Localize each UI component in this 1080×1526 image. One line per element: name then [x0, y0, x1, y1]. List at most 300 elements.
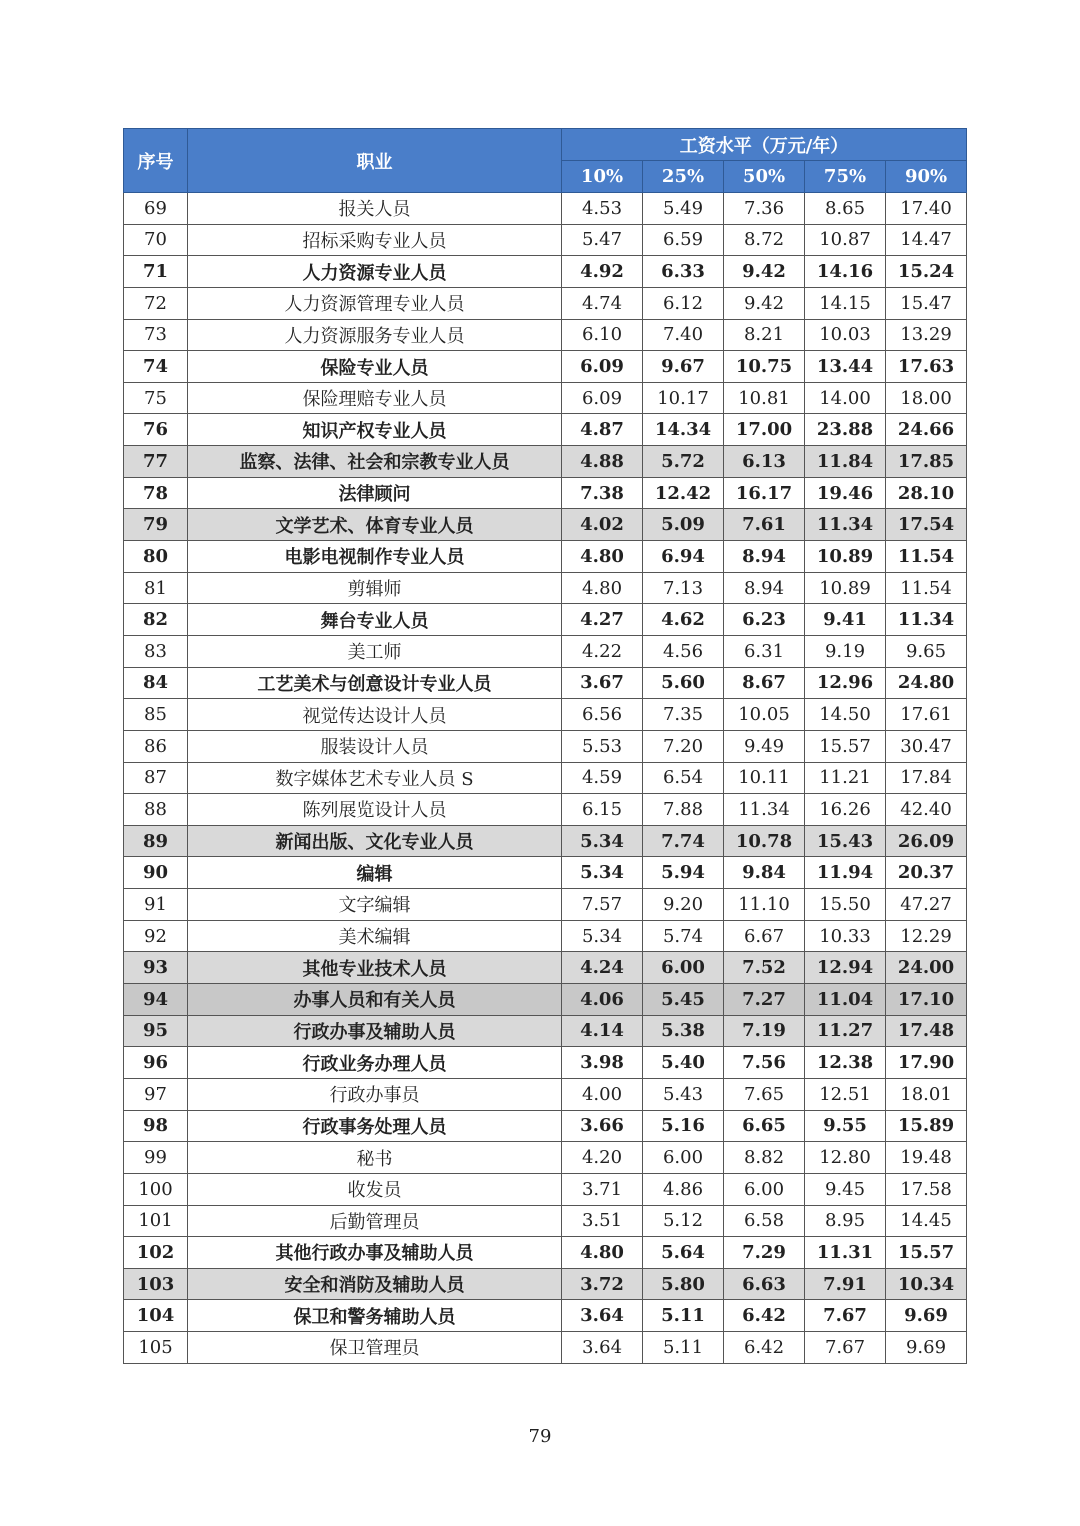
- cell-p90: 18.01: [886, 1078, 967, 1110]
- cell-p10: 4.92: [562, 256, 643, 288]
- table-row: [124, 477, 967, 509]
- cell-p90: 13.29: [886, 319, 967, 351]
- cell-p90: 11.34: [886, 604, 967, 636]
- cell-p50: 6.58: [724, 1205, 805, 1237]
- cell-p50: 10.11: [724, 762, 805, 794]
- cell-occupation: 办事人员和有关人员: [188, 984, 562, 1016]
- cell-occupation: 保险专业人员: [188, 351, 562, 383]
- wage-table: [123, 128, 967, 1364]
- cell-p50: 9.49: [724, 730, 805, 762]
- cell-occupation: 安全和消防及辅助人员: [188, 1268, 562, 1300]
- cell-p90: 42.40: [886, 794, 967, 826]
- cell-p50: 8.94: [724, 541, 805, 573]
- cell-p25: 5.45: [643, 984, 724, 1016]
- cell-p10: 4.14: [562, 1015, 643, 1047]
- cell-seq: 104: [124, 1300, 188, 1332]
- cell-p50: 7.19: [724, 1015, 805, 1047]
- cell-occupation: 舞台专业人员: [188, 604, 562, 636]
- cell-occupation: 报关人员: [188, 193, 562, 225]
- table-row: [124, 414, 967, 446]
- cell-p50: 6.23: [724, 604, 805, 636]
- cell-p75: 11.84: [805, 446, 886, 478]
- cell-p75: 19.46: [805, 477, 886, 509]
- cell-seq: 81: [124, 572, 188, 604]
- cell-p50: 6.67: [724, 920, 805, 952]
- table-row: [124, 1110, 967, 1142]
- cell-p75: 14.15: [805, 287, 886, 319]
- cell-seq: 88: [124, 794, 188, 826]
- cell-p25: 7.20: [643, 730, 724, 762]
- cell-p25: 7.13: [643, 572, 724, 604]
- cell-p90: 26.09: [886, 825, 967, 857]
- cell-occupation: 监察、法律、社会和宗教专业人员: [188, 446, 562, 478]
- table-row: [124, 382, 967, 414]
- table-row: [124, 1332, 967, 1364]
- cell-p25: 5.72: [643, 446, 724, 478]
- cell-seq: 99: [124, 1142, 188, 1174]
- cell-p90: 15.89: [886, 1110, 967, 1142]
- cell-p75: 14.50: [805, 699, 886, 731]
- cell-occupation: 收发员: [188, 1173, 562, 1205]
- header-p25: 25%: [643, 161, 724, 193]
- table-row: [124, 319, 967, 351]
- cell-seq: 96: [124, 1047, 188, 1079]
- cell-occupation: 行政事务处理人员: [188, 1110, 562, 1142]
- cell-seq: 73: [124, 319, 188, 351]
- cell-p75: 11.04: [805, 984, 886, 1016]
- cell-p10: 3.71: [562, 1173, 643, 1205]
- cell-p10: 4.74: [562, 287, 643, 319]
- cell-p10: 3.66: [562, 1110, 643, 1142]
- cell-occupation: 视觉传达设计人员: [188, 699, 562, 731]
- cell-p90: 15.57: [886, 1237, 967, 1269]
- cell-p25: 5.64: [643, 1237, 724, 1269]
- cell-p50: 11.10: [724, 889, 805, 921]
- cell-p50: 6.13: [724, 446, 805, 478]
- cell-occupation: 人力资源服务专业人员: [188, 319, 562, 351]
- cell-p90: 15.24: [886, 256, 967, 288]
- cell-p25: 4.62: [643, 604, 724, 636]
- cell-p50: 7.36: [724, 193, 805, 225]
- table-row: [124, 730, 967, 762]
- cell-p10: 3.51: [562, 1205, 643, 1237]
- cell-p50: 10.75: [724, 351, 805, 383]
- cell-p90: 17.85: [886, 446, 967, 478]
- cell-p75: 13.44: [805, 351, 886, 383]
- table-body: [124, 193, 967, 1364]
- cell-p50: 9.42: [724, 287, 805, 319]
- cell-p25: 5.38: [643, 1015, 724, 1047]
- table-row: [124, 193, 967, 225]
- cell-p10: 4.20: [562, 1142, 643, 1174]
- cell-p75: 9.41: [805, 604, 886, 636]
- table-row: [124, 857, 967, 889]
- cell-seq: 103: [124, 1268, 188, 1300]
- cell-p10: 6.56: [562, 699, 643, 731]
- cell-p25: 9.20: [643, 889, 724, 921]
- cell-occupation: 陈列展览设计人员: [188, 794, 562, 826]
- table-row: [124, 1205, 967, 1237]
- cell-p25: 6.59: [643, 224, 724, 256]
- cell-occupation: 行政办事及辅助人员: [188, 1015, 562, 1047]
- cell-p75: 11.21: [805, 762, 886, 794]
- table-row: [124, 825, 967, 857]
- cell-p10: 4.27: [562, 604, 643, 636]
- cell-p25: 10.17: [643, 382, 724, 414]
- cell-p90: 24.66: [886, 414, 967, 446]
- cell-p75: 10.89: [805, 541, 886, 573]
- header-p10: 10%: [562, 161, 643, 193]
- cell-p75: 12.38: [805, 1047, 886, 1079]
- cell-seq: 74: [124, 351, 188, 383]
- cell-p25: 4.86: [643, 1173, 724, 1205]
- cell-p90: 17.61: [886, 699, 967, 731]
- cell-occupation: 美术编辑: [188, 920, 562, 952]
- cell-p90: 17.84: [886, 762, 967, 794]
- cell-p90: 17.58: [886, 1173, 967, 1205]
- cell-p50: 10.78: [724, 825, 805, 857]
- cell-occupation: 工艺美术与创意设计专业人员: [188, 667, 562, 699]
- cell-occupation: 保卫和警务辅助人员: [188, 1300, 562, 1332]
- cell-p75: 12.80: [805, 1142, 886, 1174]
- cell-seq: 82: [124, 604, 188, 636]
- table-row: [124, 224, 967, 256]
- cell-p75: 12.94: [805, 952, 886, 984]
- cell-seq: 77: [124, 446, 188, 478]
- cell-p90: 30.47: [886, 730, 967, 762]
- cell-occupation: 知识产权专业人员: [188, 414, 562, 446]
- cell-seq: 79: [124, 509, 188, 541]
- table-row: [124, 256, 967, 288]
- cell-p10: 4.00: [562, 1078, 643, 1110]
- cell-p90: 24.80: [886, 667, 967, 699]
- cell-p90: 10.34: [886, 1268, 967, 1300]
- table-row: [124, 794, 967, 826]
- cell-occupation: 编辑: [188, 857, 562, 889]
- cell-p25: 12.42: [643, 477, 724, 509]
- cell-p25: 7.88: [643, 794, 724, 826]
- cell-p10: 6.09: [562, 382, 643, 414]
- cell-p75: 11.34: [805, 509, 886, 541]
- cell-p75: 8.65: [805, 193, 886, 225]
- cell-p25: 5.40: [643, 1047, 724, 1079]
- cell-p90: 14.47: [886, 224, 967, 256]
- cell-seq: 101: [124, 1205, 188, 1237]
- cell-occupation: 保卫管理员: [188, 1332, 562, 1364]
- cell-seq: 90: [124, 857, 188, 889]
- table-header: [124, 129, 967, 193]
- cell-occupation: 人力资源专业人员: [188, 256, 562, 288]
- cell-seq: 105: [124, 1332, 188, 1364]
- cell-p90: 17.10: [886, 984, 967, 1016]
- cell-occupation: 行政办事员: [188, 1078, 562, 1110]
- table-row: [124, 920, 967, 952]
- header-seq: 序号: [124, 129, 188, 193]
- cell-p75: 15.43: [805, 825, 886, 857]
- cell-p50: 11.34: [724, 794, 805, 826]
- cell-seq: 70: [124, 224, 188, 256]
- cell-seq: 95: [124, 1015, 188, 1047]
- cell-p10: 4.24: [562, 952, 643, 984]
- cell-seq: 86: [124, 730, 188, 762]
- cell-occupation: 其他专业技术人员: [188, 952, 562, 984]
- cell-seq: 100: [124, 1173, 188, 1205]
- table-row: [124, 1015, 967, 1047]
- page-number: 79: [528, 1426, 552, 1447]
- cell-occupation: 美工师: [188, 635, 562, 667]
- table-row: [124, 667, 967, 699]
- cell-p10: 6.09: [562, 351, 643, 383]
- cell-seq: 83: [124, 635, 188, 667]
- cell-p10: 4.80: [562, 1237, 643, 1269]
- cell-p10: 5.34: [562, 857, 643, 889]
- cell-p90: 28.10: [886, 477, 967, 509]
- table-row: [124, 509, 967, 541]
- cell-p50: 6.65: [724, 1110, 805, 1142]
- cell-p75: 23.88: [805, 414, 886, 446]
- cell-p75: 11.94: [805, 857, 886, 889]
- cell-seq: 89: [124, 825, 188, 857]
- header-wage-group: 工资水平（万元/年）: [562, 129, 967, 161]
- cell-p90: 9.69: [886, 1332, 967, 1364]
- cell-p75: 7.67: [805, 1332, 886, 1364]
- cell-p10: 5.53: [562, 730, 643, 762]
- table-row: [124, 351, 967, 383]
- cell-p25: 7.74: [643, 825, 724, 857]
- table-row: [124, 889, 967, 921]
- cell-p90: 11.54: [886, 572, 967, 604]
- cell-p25: 5.11: [643, 1300, 724, 1332]
- cell-seq: 75: [124, 382, 188, 414]
- cell-p25: 5.80: [643, 1268, 724, 1300]
- header-job: 职业: [188, 129, 562, 193]
- cell-p90: 24.00: [886, 952, 967, 984]
- cell-p10: 7.57: [562, 889, 643, 921]
- cell-p50: 8.82: [724, 1142, 805, 1174]
- table-row: [124, 541, 967, 573]
- cell-p90: 15.47: [886, 287, 967, 319]
- cell-p75: 12.51: [805, 1078, 886, 1110]
- cell-occupation: 后勤管理员: [188, 1205, 562, 1237]
- cell-p75: 16.26: [805, 794, 886, 826]
- table-row: [124, 446, 967, 478]
- cell-p25: 6.00: [643, 952, 724, 984]
- cell-p90: 19.48: [886, 1142, 967, 1174]
- cell-p90: 9.65: [886, 635, 967, 667]
- cell-p90: 14.45: [886, 1205, 967, 1237]
- cell-seq: 78: [124, 477, 188, 509]
- table-row: [124, 1300, 967, 1332]
- cell-p50: 8.21: [724, 319, 805, 351]
- cell-p50: 8.67: [724, 667, 805, 699]
- cell-p50: 9.84: [724, 857, 805, 889]
- table-row: [124, 1268, 967, 1300]
- cell-seq: 72: [124, 287, 188, 319]
- cell-p25: 5.74: [643, 920, 724, 952]
- cell-p50: 6.42: [724, 1332, 805, 1364]
- cell-p75: 15.50: [805, 889, 886, 921]
- cell-occupation: 人力资源管理专业人员: [188, 287, 562, 319]
- cell-p25: 9.67: [643, 351, 724, 383]
- cell-p75: 9.55: [805, 1110, 886, 1142]
- cell-p25: 7.35: [643, 699, 724, 731]
- cell-p75: 10.03: [805, 319, 886, 351]
- table-row: [124, 984, 967, 1016]
- cell-p75: 11.31: [805, 1237, 886, 1269]
- cell-p10: 4.22: [562, 635, 643, 667]
- cell-p50: 8.72: [724, 224, 805, 256]
- cell-p50: 6.42: [724, 1300, 805, 1332]
- cell-seq: 91: [124, 889, 188, 921]
- cell-p90: 17.90: [886, 1047, 967, 1079]
- cell-p25: 14.34: [643, 414, 724, 446]
- table-row: [124, 1237, 967, 1269]
- cell-p90: 20.37: [886, 857, 967, 889]
- cell-seq: 102: [124, 1237, 188, 1269]
- table-row: [124, 762, 967, 794]
- cell-p10: 3.64: [562, 1300, 643, 1332]
- cell-p25: 7.40: [643, 319, 724, 351]
- header-p75: 75%: [805, 161, 886, 193]
- cell-p50: 7.52: [724, 952, 805, 984]
- cell-seq: 69: [124, 193, 188, 225]
- cell-occupation: 秘书: [188, 1142, 562, 1174]
- cell-p10: 4.02: [562, 509, 643, 541]
- cell-occupation: 剪辑师: [188, 572, 562, 604]
- cell-p10: 7.38: [562, 477, 643, 509]
- cell-p75: 10.89: [805, 572, 886, 604]
- cell-p90: 17.40: [886, 193, 967, 225]
- cell-p75: 9.19: [805, 635, 886, 667]
- cell-p25: 5.09: [643, 509, 724, 541]
- cell-p25: 5.49: [643, 193, 724, 225]
- cell-p10: 3.72: [562, 1268, 643, 1300]
- cell-p75: 7.91: [805, 1268, 886, 1300]
- cell-p10: 3.64: [562, 1332, 643, 1364]
- cell-p75: 14.16: [805, 256, 886, 288]
- cell-occupation: 文字编辑: [188, 889, 562, 921]
- cell-seq: 80: [124, 541, 188, 573]
- cell-occupation: 招标采购专业人员: [188, 224, 562, 256]
- cell-p90: 17.63: [886, 351, 967, 383]
- cell-p25: 5.16: [643, 1110, 724, 1142]
- cell-p50: 10.05: [724, 699, 805, 731]
- cell-p50: 7.27: [724, 984, 805, 1016]
- table-row: [124, 572, 967, 604]
- cell-seq: 71: [124, 256, 188, 288]
- cell-p10: 4.80: [562, 541, 643, 573]
- cell-occupation: 数字媒体艺术专业人员 S: [188, 762, 562, 794]
- table-row: [124, 1078, 967, 1110]
- cell-p50: 16.17: [724, 477, 805, 509]
- cell-occupation: 服装设计人员: [188, 730, 562, 762]
- cell-p25: 5.94: [643, 857, 724, 889]
- cell-occupation: 行政业务办理人员: [188, 1047, 562, 1079]
- table-row: [124, 287, 967, 319]
- cell-p75: 7.67: [805, 1300, 886, 1332]
- cell-p50: 7.29: [724, 1237, 805, 1269]
- header-p50: 50%: [724, 161, 805, 193]
- cell-occupation: 保险理赔专业人员: [188, 382, 562, 414]
- cell-p10: 3.67: [562, 667, 643, 699]
- cell-p50: 17.00: [724, 414, 805, 446]
- cell-p25: 5.60: [643, 667, 724, 699]
- table-row: [124, 604, 967, 636]
- cell-p90: 17.54: [886, 509, 967, 541]
- cell-p90: 18.00: [886, 382, 967, 414]
- cell-p75: 9.45: [805, 1173, 886, 1205]
- cell-p10: 4.53: [562, 193, 643, 225]
- table-row: [124, 952, 967, 984]
- cell-p10: 3.98: [562, 1047, 643, 1079]
- cell-occupation: 新闻出版、文化专业人员: [188, 825, 562, 857]
- cell-seq: 87: [124, 762, 188, 794]
- cell-p50: 9.42: [724, 256, 805, 288]
- cell-seq: 97: [124, 1078, 188, 1110]
- header-p90: 90%: [886, 161, 967, 193]
- cell-occupation: 其他行政办事及辅助人员: [188, 1237, 562, 1269]
- cell-p10: 4.06: [562, 984, 643, 1016]
- cell-p75: 14.00: [805, 382, 886, 414]
- cell-occupation: 电影电视制作专业人员: [188, 541, 562, 573]
- table-row: [124, 1142, 967, 1174]
- cell-p25: 6.54: [643, 762, 724, 794]
- table-row: [124, 699, 967, 731]
- cell-p50: 7.61: [724, 509, 805, 541]
- cell-p50: 6.00: [724, 1173, 805, 1205]
- cell-p90: 11.54: [886, 541, 967, 573]
- cell-p90: 12.29: [886, 920, 967, 952]
- cell-seq: 94: [124, 984, 188, 1016]
- cell-seq: 92: [124, 920, 188, 952]
- cell-p75: 10.33: [805, 920, 886, 952]
- cell-p10: 4.59: [562, 762, 643, 794]
- cell-p25: 4.56: [643, 635, 724, 667]
- cell-p25: 6.33: [643, 256, 724, 288]
- table-row: [124, 635, 967, 667]
- cell-p25: 6.12: [643, 287, 724, 319]
- cell-p50: 7.56: [724, 1047, 805, 1079]
- cell-occupation: 法律顾问: [188, 477, 562, 509]
- cell-occupation: 文学艺术、体育专业人员: [188, 509, 562, 541]
- cell-p50: 10.81: [724, 382, 805, 414]
- cell-seq: 93: [124, 952, 188, 984]
- cell-p90: 9.69: [886, 1300, 967, 1332]
- table-row: [124, 1173, 967, 1205]
- cell-p50: 7.65: [724, 1078, 805, 1110]
- cell-p50: 8.94: [724, 572, 805, 604]
- cell-p25: 5.12: [643, 1205, 724, 1237]
- cell-p25: 6.94: [643, 541, 724, 573]
- cell-seq: 85: [124, 699, 188, 731]
- cell-p10: 5.34: [562, 920, 643, 952]
- cell-p75: 12.96: [805, 667, 886, 699]
- cell-seq: 76: [124, 414, 188, 446]
- cell-p10: 5.34: [562, 825, 643, 857]
- cell-p90: 47.27: [886, 889, 967, 921]
- cell-p10: 4.88: [562, 446, 643, 478]
- cell-p75: 15.57: [805, 730, 886, 762]
- cell-p10: 6.15: [562, 794, 643, 826]
- cell-p10: 4.80: [562, 572, 643, 604]
- cell-seq: 98: [124, 1110, 188, 1142]
- cell-p75: 10.87: [805, 224, 886, 256]
- cell-p75: 8.95: [805, 1205, 886, 1237]
- cell-p10: 4.87: [562, 414, 643, 446]
- cell-p25: 5.43: [643, 1078, 724, 1110]
- cell-p50: 6.31: [724, 635, 805, 667]
- cell-p10: 6.10: [562, 319, 643, 351]
